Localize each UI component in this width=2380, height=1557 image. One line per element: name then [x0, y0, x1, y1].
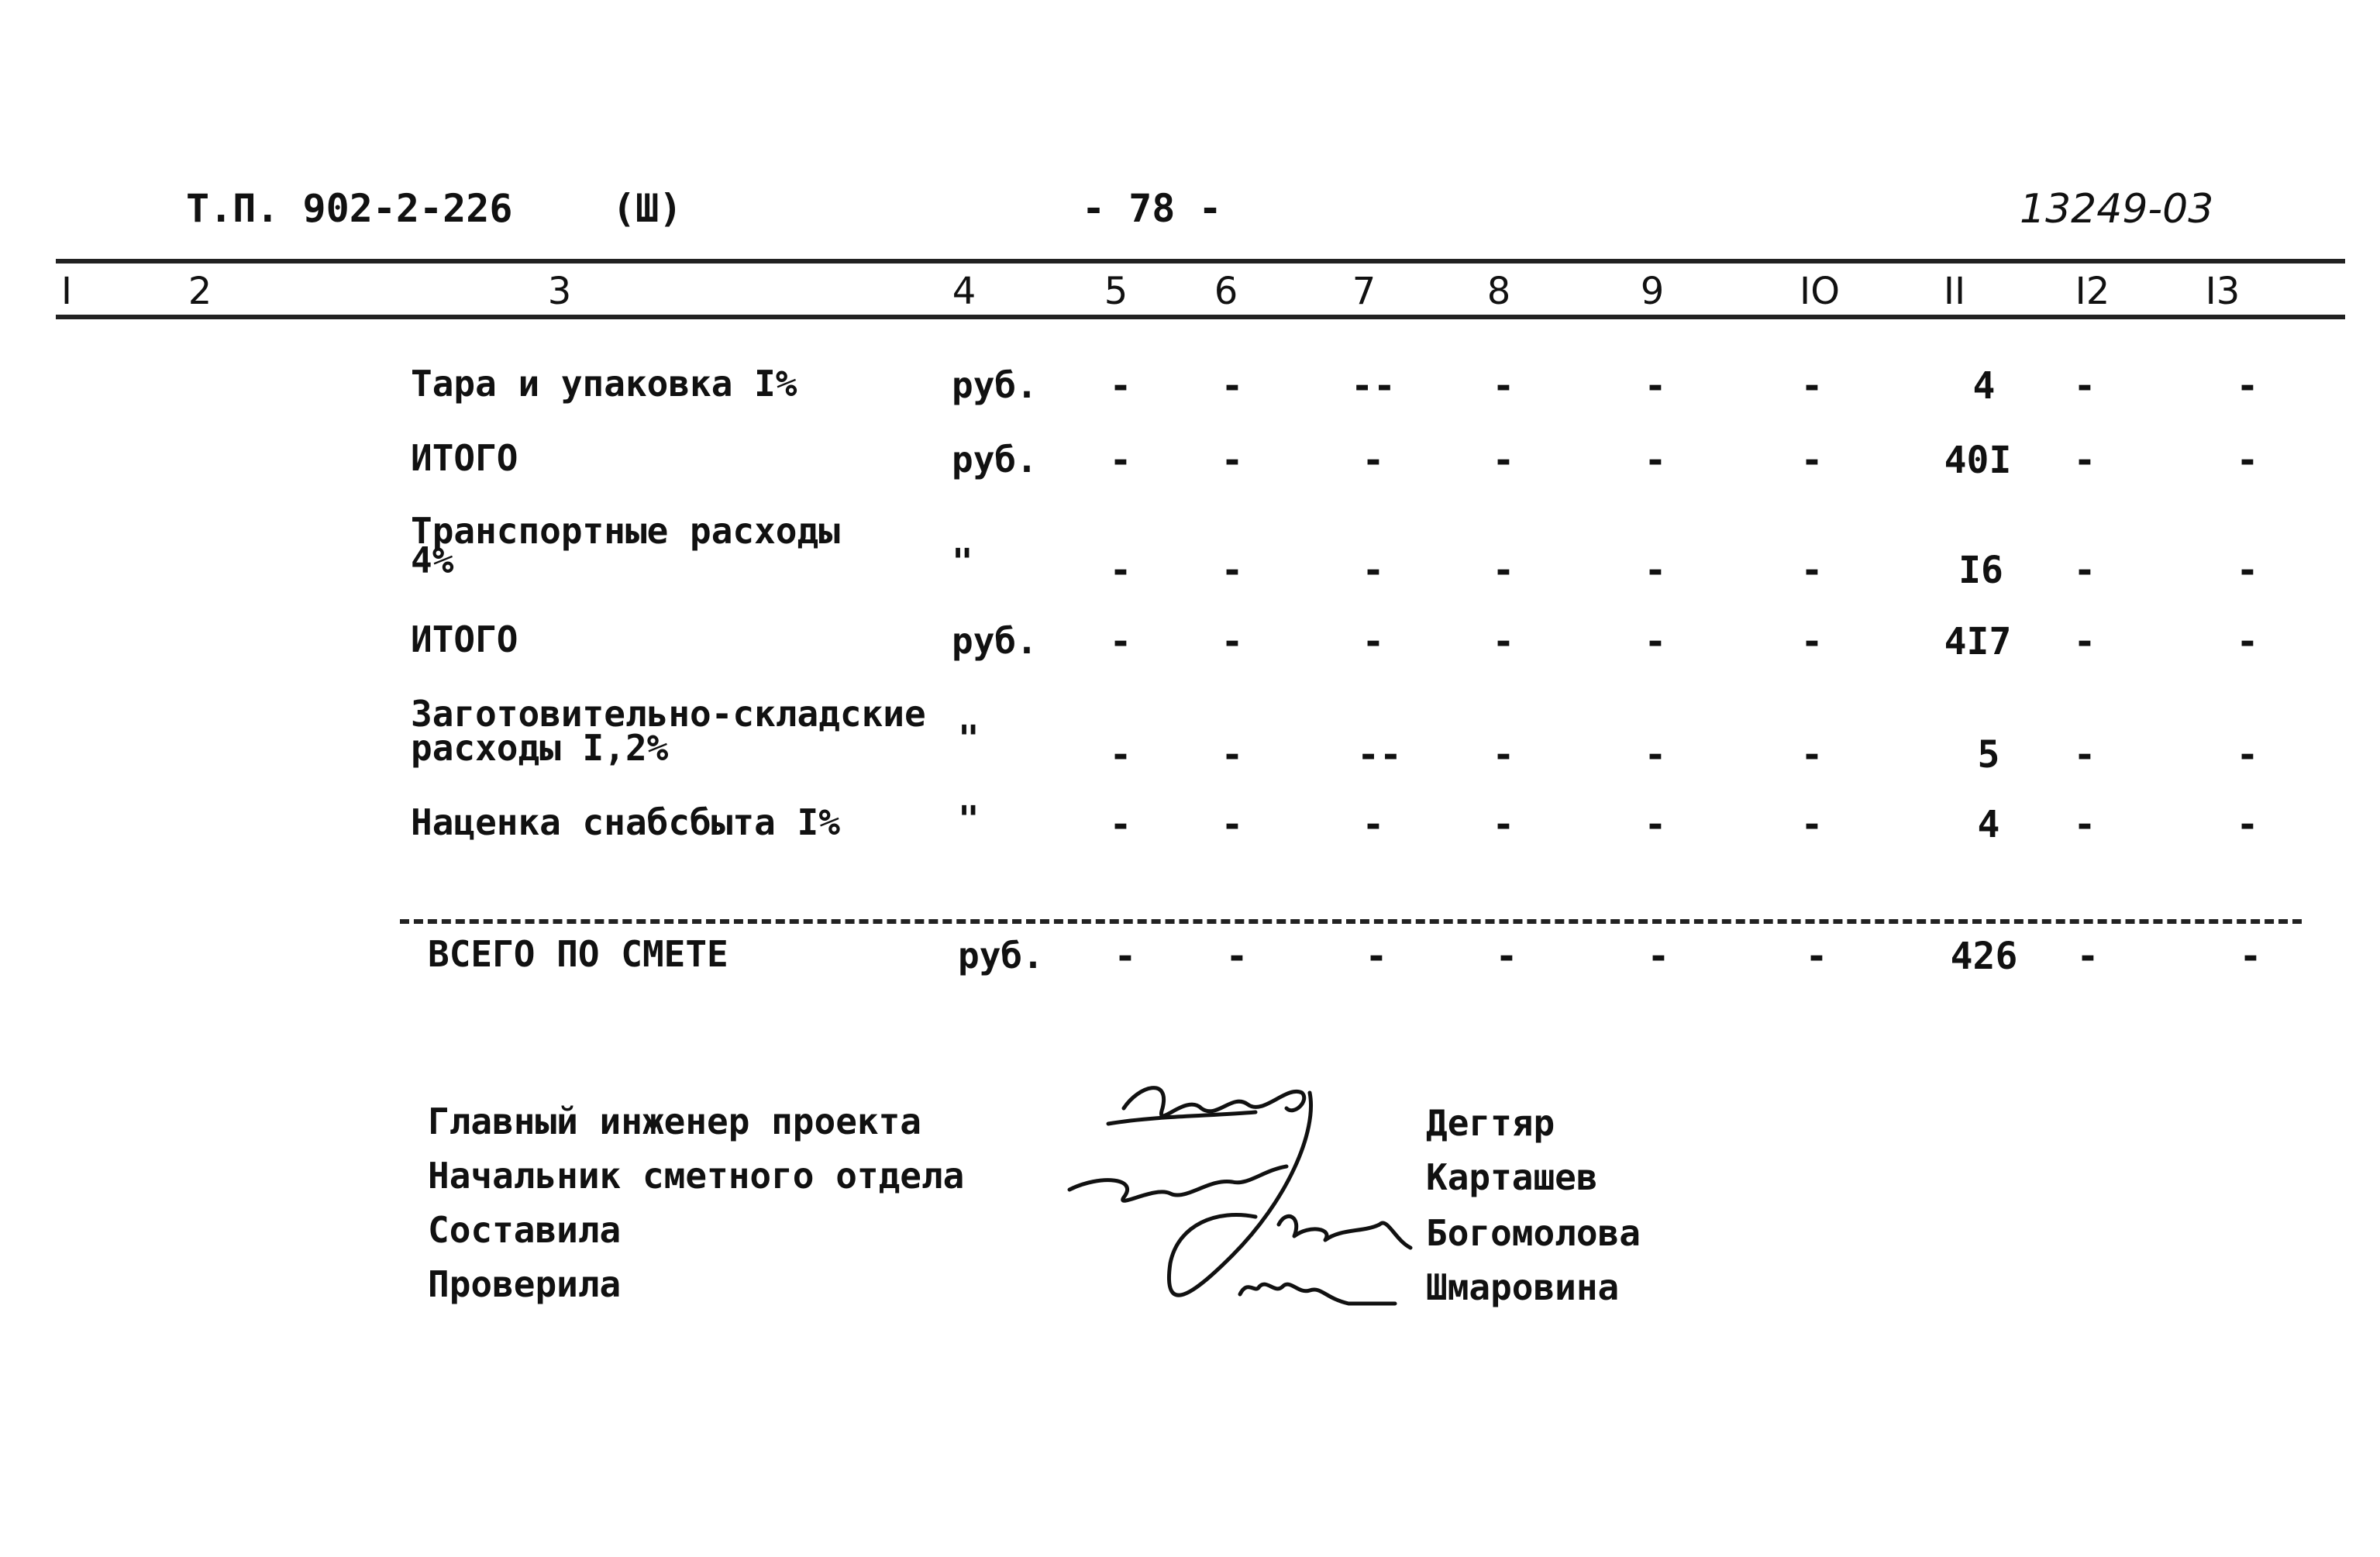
row-unit: " [952, 541, 973, 583]
cell-col7: -- [1357, 733, 1402, 777]
cell-col10: - [1800, 803, 1824, 846]
cell-col13: - [2236, 733, 2259, 777]
signature-degtyar-flourish [1108, 1112, 1255, 1124]
cell-col8: - [1495, 935, 1518, 978]
cell-col5: - [1109, 549, 1132, 592]
signature-degtyar [1124, 1088, 1304, 1116]
row-description-continued: расходы I,2% [411, 727, 669, 769]
cell-col13: - [2236, 549, 2259, 592]
cell-col11: 40I [1944, 439, 2012, 482]
cell-col10: - [1800, 439, 1824, 482]
column-number: I2 [2075, 270, 2110, 313]
cell-col5: - [1109, 733, 1132, 777]
signature-shmarovina [1240, 1284, 1395, 1304]
row-description-continued: 4% [411, 539, 454, 581]
row-description: Транспортные расходы [411, 510, 840, 552]
cell-col8: - [1492, 549, 1515, 592]
column-number: I [60, 270, 73, 313]
cell-col5: - [1109, 364, 1132, 408]
cell-col10: - [1800, 620, 1824, 663]
cell-col12: - [2073, 364, 2096, 408]
cell-col9: - [1647, 935, 1670, 978]
row-unit: " [958, 718, 980, 760]
cell-col11: 4I7 [1944, 620, 2012, 663]
table-row [0, 693, 2380, 777]
cell-col12: - [2073, 803, 2096, 846]
cell-col7: - [1362, 439, 1385, 482]
column-number: 5 [1104, 270, 1128, 313]
row-unit: руб. [952, 364, 1038, 406]
cell-col12: - [2073, 733, 2096, 777]
table-top-rule [56, 259, 2345, 264]
cell-col6: - [1225, 935, 1249, 978]
cell-col8: - [1492, 733, 1515, 777]
column-number: 4 [952, 270, 976, 313]
cell-col6: - [1221, 620, 1244, 663]
column-number: 2 [188, 270, 212, 313]
cell-col7: - [1362, 803, 1385, 846]
cell-col9: - [1644, 733, 1667, 777]
cell-col13: - [2239, 935, 2262, 978]
signer-role: Главный инженер проекта [428, 1101, 921, 1142]
cell-col11: 4 [1977, 803, 2000, 846]
cell-col13: - [2236, 803, 2259, 846]
row-description: Заготовительно-складские [411, 693, 926, 735]
table-row [0, 510, 2380, 592]
table-row [0, 439, 2380, 508]
column-number: 7 [1352, 270, 1376, 313]
total-row [0, 935, 2380, 1004]
row-description: ИТОГО [411, 437, 518, 479]
row-unit: " [958, 798, 980, 840]
cell-col6: - [1221, 364, 1244, 408]
cell-col11: 426 [1950, 935, 2018, 978]
table-row [0, 620, 2380, 690]
signer-name: Карташев [1426, 1156, 1598, 1198]
cell-col10: - [1805, 935, 1828, 978]
cell-col6: - [1221, 549, 1244, 592]
cell-col9: - [1644, 803, 1667, 846]
cell-col13: - [2236, 364, 2259, 408]
cell-col6: - [1221, 803, 1244, 846]
table-row [0, 798, 2380, 873]
row-unit: руб. [952, 439, 1038, 481]
column-number: 9 [1640, 270, 1665, 313]
signature-kartashev [1069, 1166, 1286, 1200]
section-marker: (Ш) [612, 186, 683, 231]
handwritten-signatures [1054, 1062, 1426, 1325]
total-description: ВСЕГО ПО СМЕТЕ [428, 933, 728, 975]
cell-col9: - [1644, 549, 1667, 592]
signer-role: Проверила [428, 1263, 622, 1305]
cell-col8: - [1492, 803, 1515, 846]
cell-col13: - [2236, 620, 2259, 663]
column-number: 8 [1486, 270, 1511, 313]
cell-col11: I6 [1958, 549, 2003, 592]
cell-col5: - [1109, 803, 1132, 846]
signer-name: Шмаровина [1426, 1266, 1620, 1308]
cell-col12: - [2073, 439, 2096, 482]
table-row [0, 364, 2380, 434]
page-number: - 78 - [1082, 186, 1222, 231]
cell-col8: - [1492, 439, 1515, 482]
cell-col7: -- [1351, 364, 1396, 408]
row-description: ИТОГО [411, 618, 518, 660]
signer-name: Богомолова [1426, 1212, 1641, 1254]
column-number: 6 [1214, 270, 1238, 313]
cell-col11: 4 [1972, 364, 1996, 408]
signer-name: Дегтяр [1426, 1102, 1555, 1144]
cell-col9: - [1644, 364, 1667, 408]
signature-bogomolova [1279, 1216, 1410, 1248]
row-description: Наценка снабсбыта I% [411, 801, 840, 843]
cell-col10: - [1800, 364, 1824, 408]
cell-col12: - [2073, 620, 2096, 663]
total-unit: руб. [958, 935, 1044, 977]
cell-col10: - [1800, 733, 1824, 777]
cell-col11: 5 [1977, 733, 2000, 777]
cell-col7: - [1365, 935, 1388, 978]
cell-col10: - [1800, 549, 1824, 592]
cell-col7: - [1362, 620, 1385, 663]
cell-col8: - [1492, 364, 1515, 408]
row-description: Тара и упаковка I% [411, 363, 797, 405]
column-number: II [1943, 270, 1966, 313]
cell-col9: - [1644, 620, 1667, 663]
cell-col8: - [1492, 620, 1515, 663]
column-number: IO [1800, 270, 1840, 313]
cell-col5: - [1114, 935, 1137, 978]
total-separator [400, 919, 2302, 924]
column-number: I3 [2205, 270, 2241, 313]
cell-col12: - [2073, 549, 2096, 592]
cell-col6: - [1221, 439, 1244, 482]
cell-col7: - [1362, 549, 1385, 592]
album-number: 13249-03 [2020, 186, 2214, 233]
row-unit: руб. [952, 620, 1038, 662]
cell-col13: - [2236, 439, 2259, 482]
column-number: 3 [547, 270, 572, 313]
cell-col6: - [1221, 733, 1244, 777]
cell-col5: - [1109, 439, 1132, 482]
table-header-rule [56, 315, 2345, 319]
signer-role: Составила [428, 1209, 622, 1251]
cell-col9: - [1644, 439, 1667, 482]
cell-col12: - [2076, 935, 2099, 978]
document-reference: Т.П. 902-2-226 [186, 186, 513, 231]
signer-role: Начальник сметного отдела [428, 1155, 965, 1197]
cell-col5: - [1109, 620, 1132, 663]
